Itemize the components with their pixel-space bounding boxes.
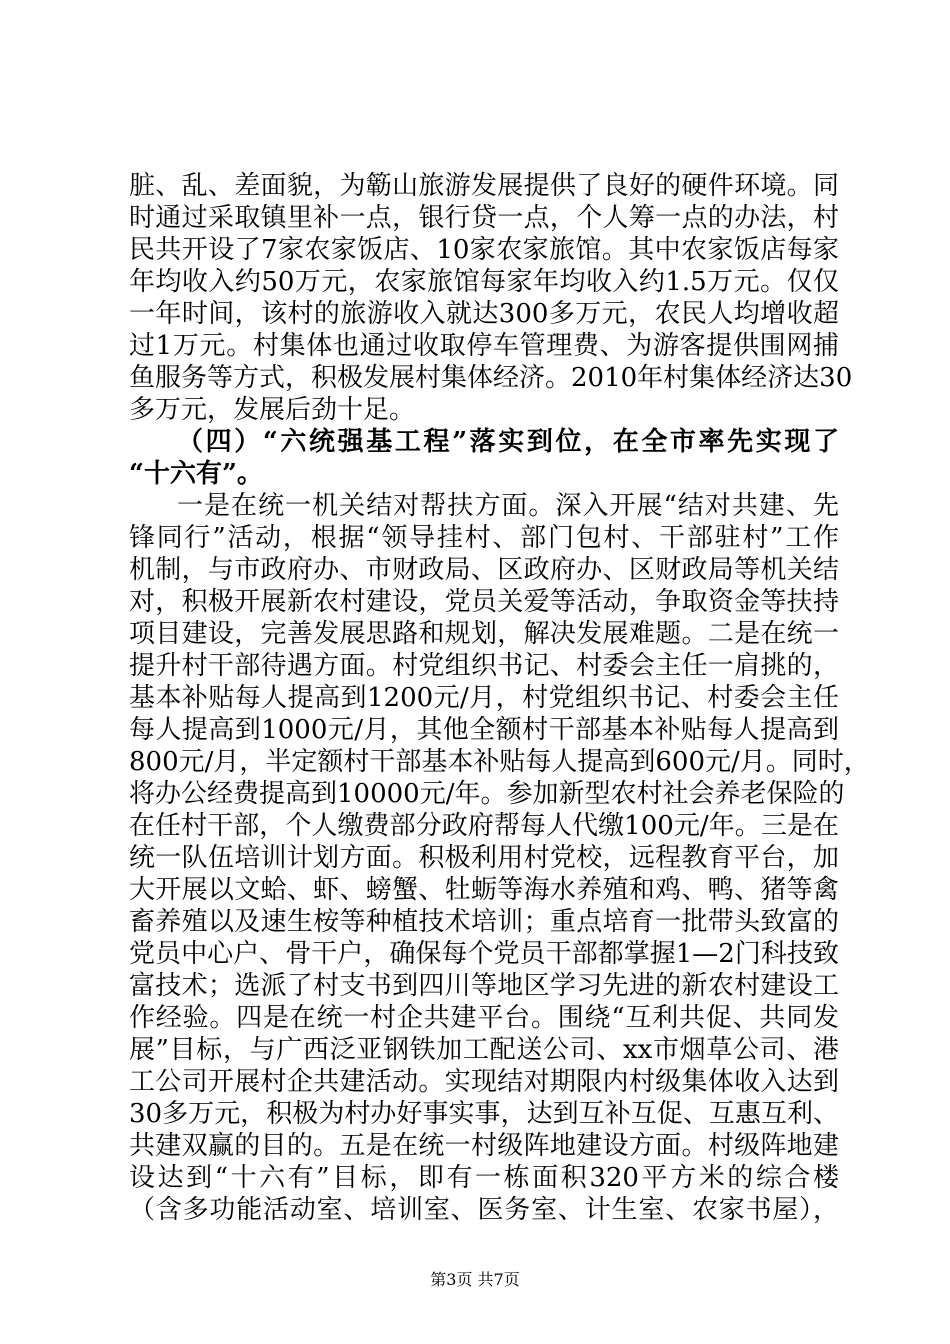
text-line: 一年时间，该村的旅游收入就达300多万元，农民人均增收超: [129, 299, 839, 329]
text-line: 党员中心户、骨干户，确保每个党员干部都掌握1—2门科技致: [129, 939, 839, 969]
text-line: 在任村干部，个人缴费部分政府帮每人代缴100元/年。三是在: [129, 811, 839, 841]
text-line: 共建双赢的目的。五是在统一村级阵地建设方面。村级阵地建: [129, 1131, 839, 1161]
text-line: 每人提高到1000元/月，其他全额村干部基本补贴每人提高到: [129, 715, 839, 745]
text-line: 提升村干部待遇方面。村党组织书记、村委会主任一肩挑的，: [129, 651, 839, 681]
text-line: 基本补贴每人提高到1200元/月，村党组织书记、村委会主任: [129, 683, 839, 713]
text-line: 民共开设了7家农家饭店、10家农家旅馆。其中农家饭店每家: [129, 235, 839, 265]
text-line: 脏、乱、差面貌，为簕山旅游发展提供了良好的硬件环境。同: [129, 171, 839, 201]
section-heading: （四）“六统强基工程”落实到位，在全市率先实现了: [177, 427, 839, 457]
text-line: 过1万元。村集体也通过收取停车管理费、为游客提供围网捕: [129, 331, 839, 361]
text-line: 设达到“十六有”目标，即有一栋面积320平方米的综合楼: [129, 1163, 839, 1193]
text-line: 多万元，发展后劲十足。: [129, 395, 416, 425]
text-line: 年均收入约50万元，农家旅馆每家年均收入约1.5万元。仅仅: [129, 267, 839, 297]
text-line: 鱼服务等方式，积极发展村集体经济。2010年村集体经济达30: [129, 363, 853, 393]
text-line: 机制，与市政府办、市财政局、区政府办、区财政局等机关结: [129, 555, 839, 585]
text-line: 一是在统一机关结对帮扶方面。深入开展“结对共建、先: [177, 491, 839, 521]
text-line: 富技术；选派了村支书到四川等地区学习先进的新农村建设工: [129, 971, 839, 1001]
text-line: 统一队伍培训计划方面。积极利用村党校，远程教育平台，加: [129, 843, 839, 873]
text-line: 项目建设，完善发展思路和规划，解决发展难题。二是在统一: [129, 619, 839, 649]
text-line: 对，积极开展新农村建设，党员关爱等活动，争取资金等扶持: [129, 587, 839, 617]
text-line: （含多功能活动室、培训室、医务室、计生室、农家书屋），: [129, 1195, 839, 1225]
text-line: 800元/月，半定额村干部基本补贴每人提高到600元/月。同时，: [129, 747, 870, 777]
text-line: 锋同行”活动，根据“领导挂村、部门包村、干部驻村”工作: [129, 523, 839, 553]
text-line: 30多万元，积极为村办好事实事，达到互补互促、互惠互利、: [129, 1099, 839, 1129]
text-line: 畜养殖以及速生桉等种植技术培训；重点培育一批带头致富的: [129, 907, 839, 937]
section-heading: “十六有”。: [129, 459, 263, 489]
text-line: 展”目标，与广西泛亚钢铁加工配送公司、xx市烟草公司、港: [129, 1035, 839, 1065]
page-number: 第3页 共7页: [430, 1270, 520, 1289]
text-line: 时通过采取镇里补一点，银行贷一点，个人筹一点的办法，村: [129, 203, 839, 233]
text-line: 大开展以文蛤、虾、螃蟹、牡蛎等海水养殖和鸡、鸭、猪等禽: [129, 875, 839, 905]
text-line: 作经验。四是在统一村企共建平台。围绕“互利共促、共同发: [129, 1003, 839, 1033]
text-line: 工公司开展村企共建活动。实现结对期限内村级集体收入达到: [129, 1067, 839, 1097]
text-line: 将办公经费提高到10000元/年。参加新型农村社会养老保险的: [129, 779, 845, 809]
